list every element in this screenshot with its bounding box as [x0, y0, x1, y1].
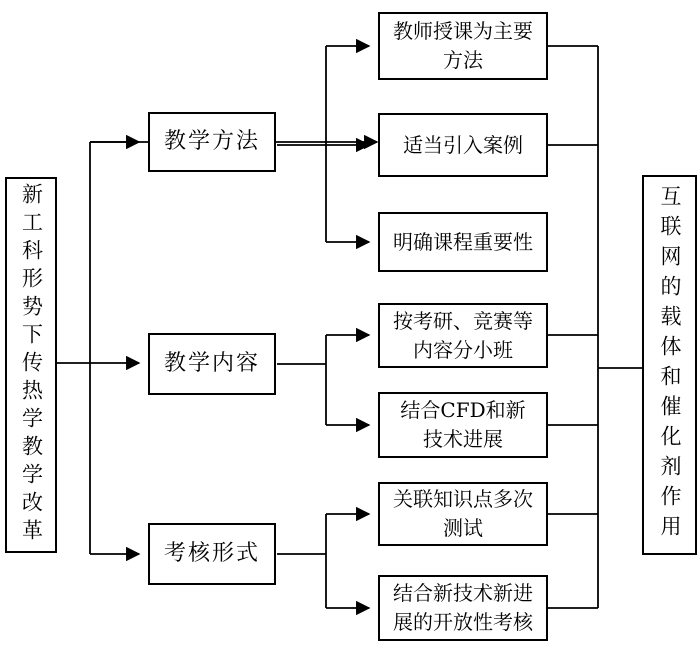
leaf-node-multiple-tests: 关联知识点多次测试: [378, 482, 548, 546]
branch-node-teaching-content: 教学内容: [148, 333, 276, 395]
branch-node-teaching-method: 教学方法: [148, 112, 276, 172]
root-node-reform: 新工科形势下传热学教学改革: [5, 177, 57, 553]
leaf-node-course-importance: 明确课程重要性: [378, 212, 548, 272]
leaf-node-open-assessment: 结合新技术新进展的开放性考核: [378, 575, 548, 641]
leaf-node-small-classes: 按考研、竞赛等内容分小班: [378, 303, 548, 368]
leaf-node-cfd-new-tech: 结合CFD和新技术进展: [378, 392, 548, 458]
leaf-node-introduce-cases: 适当引入案例: [378, 113, 548, 177]
sink-node-internet-role: 互联网的载体和催化剂作用: [642, 175, 697, 555]
leaf-node-teacher-lecturing: 教师授课为主要方法: [378, 12, 548, 80]
branch-node-assessment-form: 考核形式: [148, 523, 276, 585]
